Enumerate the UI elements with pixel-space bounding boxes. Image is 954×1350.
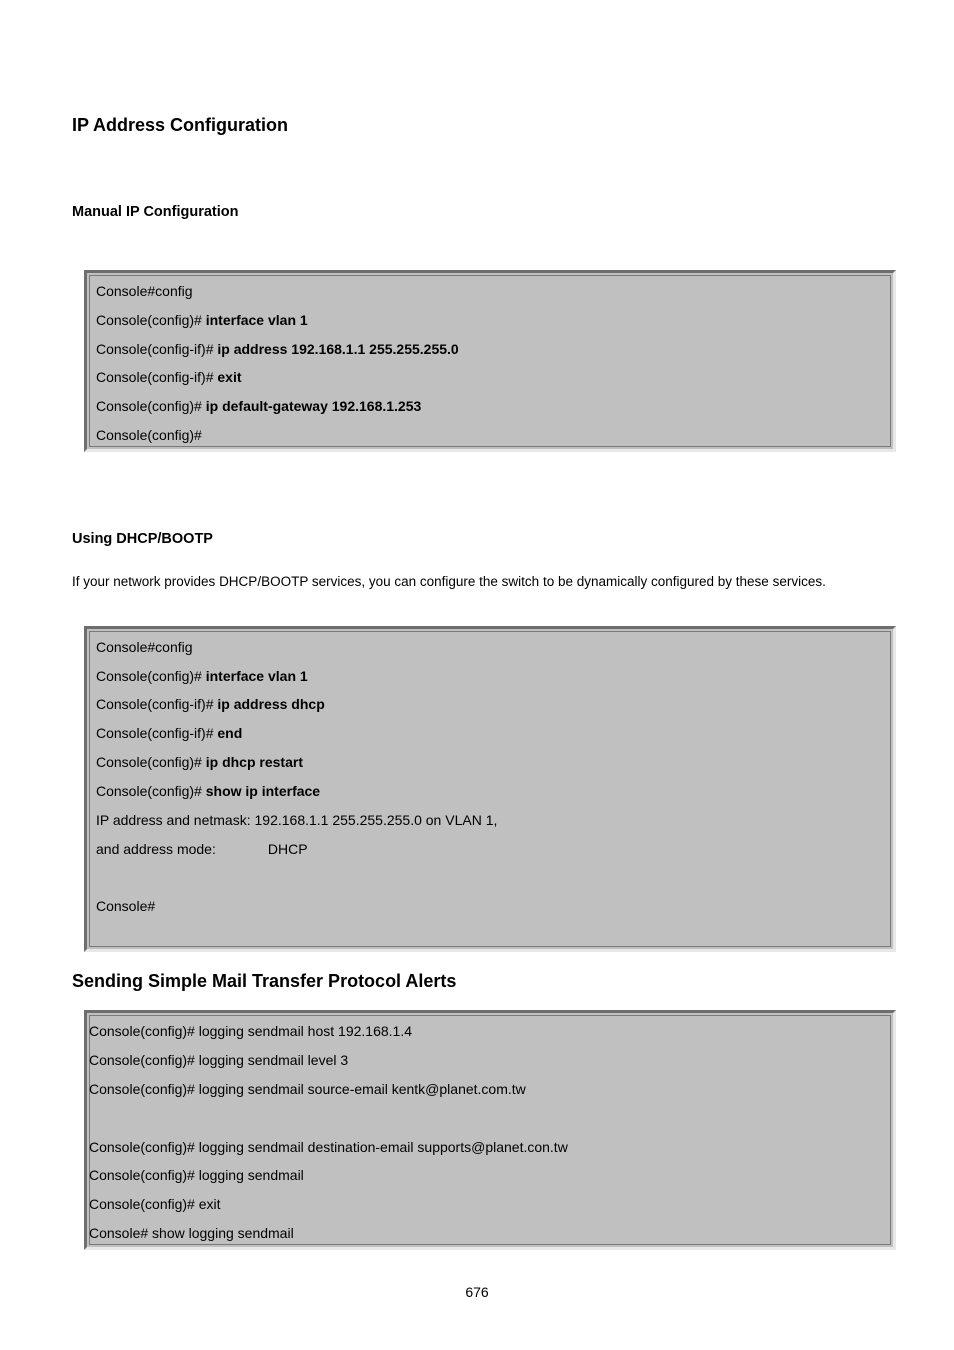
code-line: Console(config)# show ip interface [96,783,321,799]
code-line: Console# show logging sendmail [89,1225,294,1241]
manual-ip-code-block [84,270,896,452]
manual-ip-heading: Manual IP Configuration [72,204,239,220]
code-line: Console(config)# logging sendmail host 192.168.1.4 [89,1023,412,1039]
dhcp-code-block [84,626,896,952]
code-line: Console(config-if)# ip address dhcp [96,696,325,712]
code-line: Console#config [96,639,193,655]
dhcp-description: If your network provides DHCP/BOOTP services, you can configure the switch to be dynamically configured by these services. [72,574,826,589]
section-title-smtp-alerts: Sending Simple Mail Transfer Protocol Alerts [72,971,457,991]
code-line: Console(config)# logging sendmail source-email kentk@planet.com.tw [89,1081,526,1097]
section-title-ip-address: IP Address Configuration [72,115,289,135]
code-line: Console(config)# interface vlan 1 [96,312,308,328]
code-line: Console(config-if)# ip address 192.168.1.1 255.255.255.0 [96,341,459,357]
code-line: Console#config [96,283,193,299]
code-line-address-mode: and address mode: DHCP [96,841,308,857]
code-line: Console(config)# exit [89,1196,221,1212]
code-line: Console(config)# ip default-gateway 192.168.1.253 [96,398,422,414]
code-line: Console(config)# [96,427,202,443]
code-line: Console# [96,898,156,914]
code-line: Console(config)# ip dhcp restart [96,754,303,770]
smtp-code-block [84,1010,896,1250]
code-line: Console(config)# logging sendmail level 3 [89,1052,349,1068]
dhcp-heading: Using DHCP/BOOTP [72,531,213,547]
code-line: IP address and netmask: 192.168.1.1 255.255.255.0 on VLAN 1, [96,812,498,828]
code-line: Console(config-if)# end [96,725,243,741]
code-line: Console(config)# interface vlan 1 [96,668,308,684]
page-number: 676 [465,1284,489,1300]
code-line: Console(config)# logging sendmail destination-email supports@planet.con.tw [89,1139,568,1155]
code-line: Console(config-if)# exit [96,369,242,385]
code-line: Console(config)# logging sendmail [89,1167,304,1183]
